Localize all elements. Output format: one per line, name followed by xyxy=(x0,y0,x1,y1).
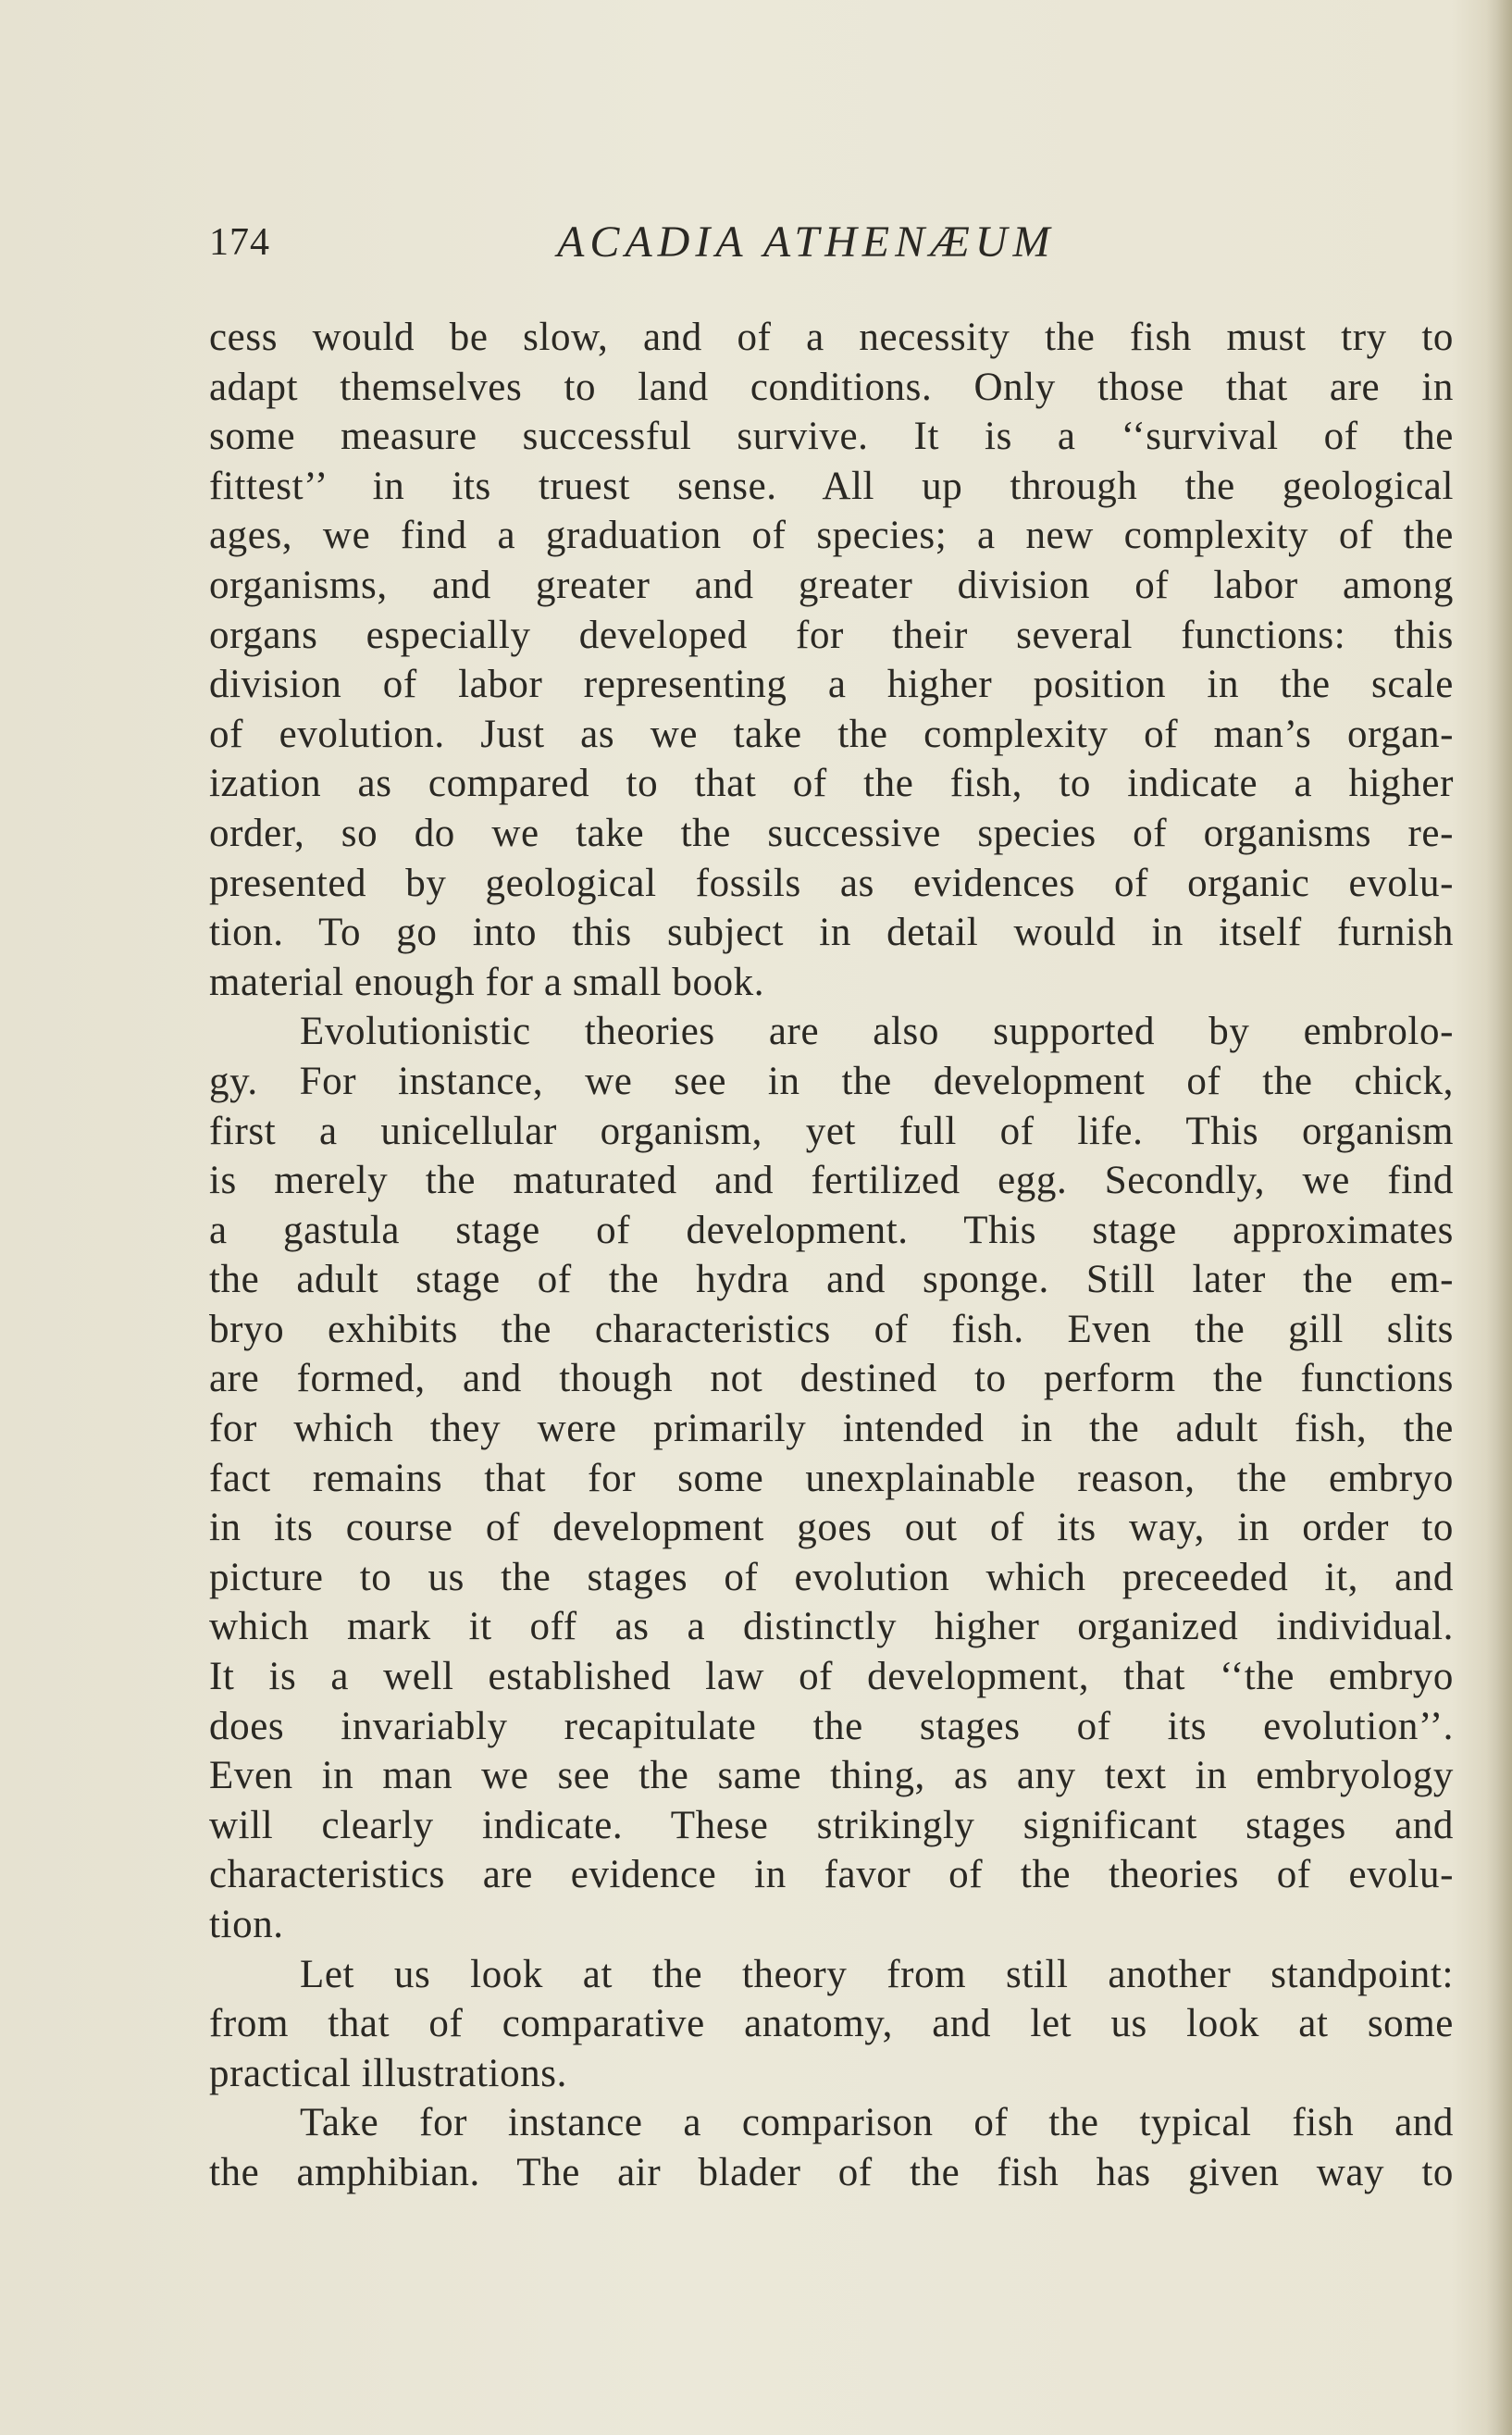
text-line: from that of comparative anatomy, and let us look at some xyxy=(209,2002,1454,2046)
text-line: which mark it off as a distinctly higher organized individual. xyxy=(209,1605,1454,1649)
text-line: cess would be slow, and of a necessity the fish must try to xyxy=(209,316,1454,359)
text-line: are formed, and though not destined to perform the functions xyxy=(209,1357,1454,1401)
running-head: ACADIA ATHENÆUM xyxy=(557,217,1056,267)
text-line: the amphibian. The air blader of the fish has given way to xyxy=(209,2150,1454,2194)
text-line: practical illustrations. xyxy=(209,2051,567,2095)
text-line: tion. xyxy=(209,1903,284,1946)
text-line: ization as compared to that of the fish, to indicate a higher xyxy=(209,762,1454,806)
text-line: adapt themselves to land conditions. Only those that are in xyxy=(209,365,1454,409)
text-line: ages, we find a graduation of species; a new complexity of the xyxy=(209,514,1454,558)
text-line: organisms, and greater and greater division of labor among xyxy=(209,563,1454,607)
text-line: of evolution. Just as we take the complexity of man’s organ- xyxy=(209,712,1454,756)
text-line: some measure successful survive. It is a ‘‘survival of the xyxy=(209,415,1454,459)
text-line: tion. To go into this subject in detail would in itself furnish xyxy=(209,911,1454,955)
body-text xyxy=(209,313,1454,2198)
text-line: in its course of development goes out of its way, in order to xyxy=(209,1506,1454,1550)
text-line: fact remains that for some unexplainable reason, the embryo xyxy=(209,1456,1454,1500)
text-line: material enough for a small book. xyxy=(209,960,765,1004)
paragraph-first-line: Take for instance a comparison of the typical fish and xyxy=(300,2101,1454,2145)
text-line: fittest’’ in its truest sense. All up through the geological xyxy=(209,464,1454,508)
text-line: Even in man we see the same thing, as any text in embryology xyxy=(209,1754,1454,1798)
page-edge-shadow xyxy=(1486,0,1512,2435)
text-line: picture to us the stages of evolution which preceeded it, and xyxy=(209,1555,1454,1599)
text-line: order, so do we take the successive species of organisms re- xyxy=(209,811,1454,855)
text-line: presented by geological fossils as evidences of organic evolu- xyxy=(209,861,1454,905)
text-line: a gastula stage of development. This stage approximates xyxy=(209,1208,1454,1252)
text-line: characteristics are evidence in favor of the theories of evolu- xyxy=(209,1853,1454,1897)
page-header xyxy=(209,215,1454,280)
text-line: gy. For instance, we see in the development of the chick, xyxy=(209,1059,1454,1103)
paragraph-first-line: Let us look at the theory from still another standpoint: xyxy=(300,1952,1454,1996)
text-line: first a unicellular organism, yet full of life. This organism xyxy=(209,1109,1454,1153)
text-line: for which they were primarily intended in the adult fish, the xyxy=(209,1407,1454,1451)
text-line: It is a well established law of development, that ‘‘the embryo xyxy=(209,1655,1454,1699)
text-line: bryo exhibits the characteristics of fish. Even the gill slits xyxy=(209,1307,1454,1351)
text-line: division of labor representing a higher position in the scale xyxy=(209,663,1454,707)
text-line: is merely the maturated and fertilized egg. Secondly, we find xyxy=(209,1159,1454,1203)
text-line: the adult stage of the hydra and sponge. Still later the em- xyxy=(209,1258,1454,1302)
page-number: 174 xyxy=(209,221,270,264)
text-line: will clearly indicate. These strikingly significant stages and xyxy=(209,1803,1454,1847)
text-line: does invariably recapitulate the stages of its evolution’’. xyxy=(209,1704,1454,1748)
text-line: organs especially developed for their several functions: this xyxy=(209,613,1454,657)
paragraph-first-line: Evolutionistic theories are also supported by embrolo- xyxy=(300,1010,1454,1054)
